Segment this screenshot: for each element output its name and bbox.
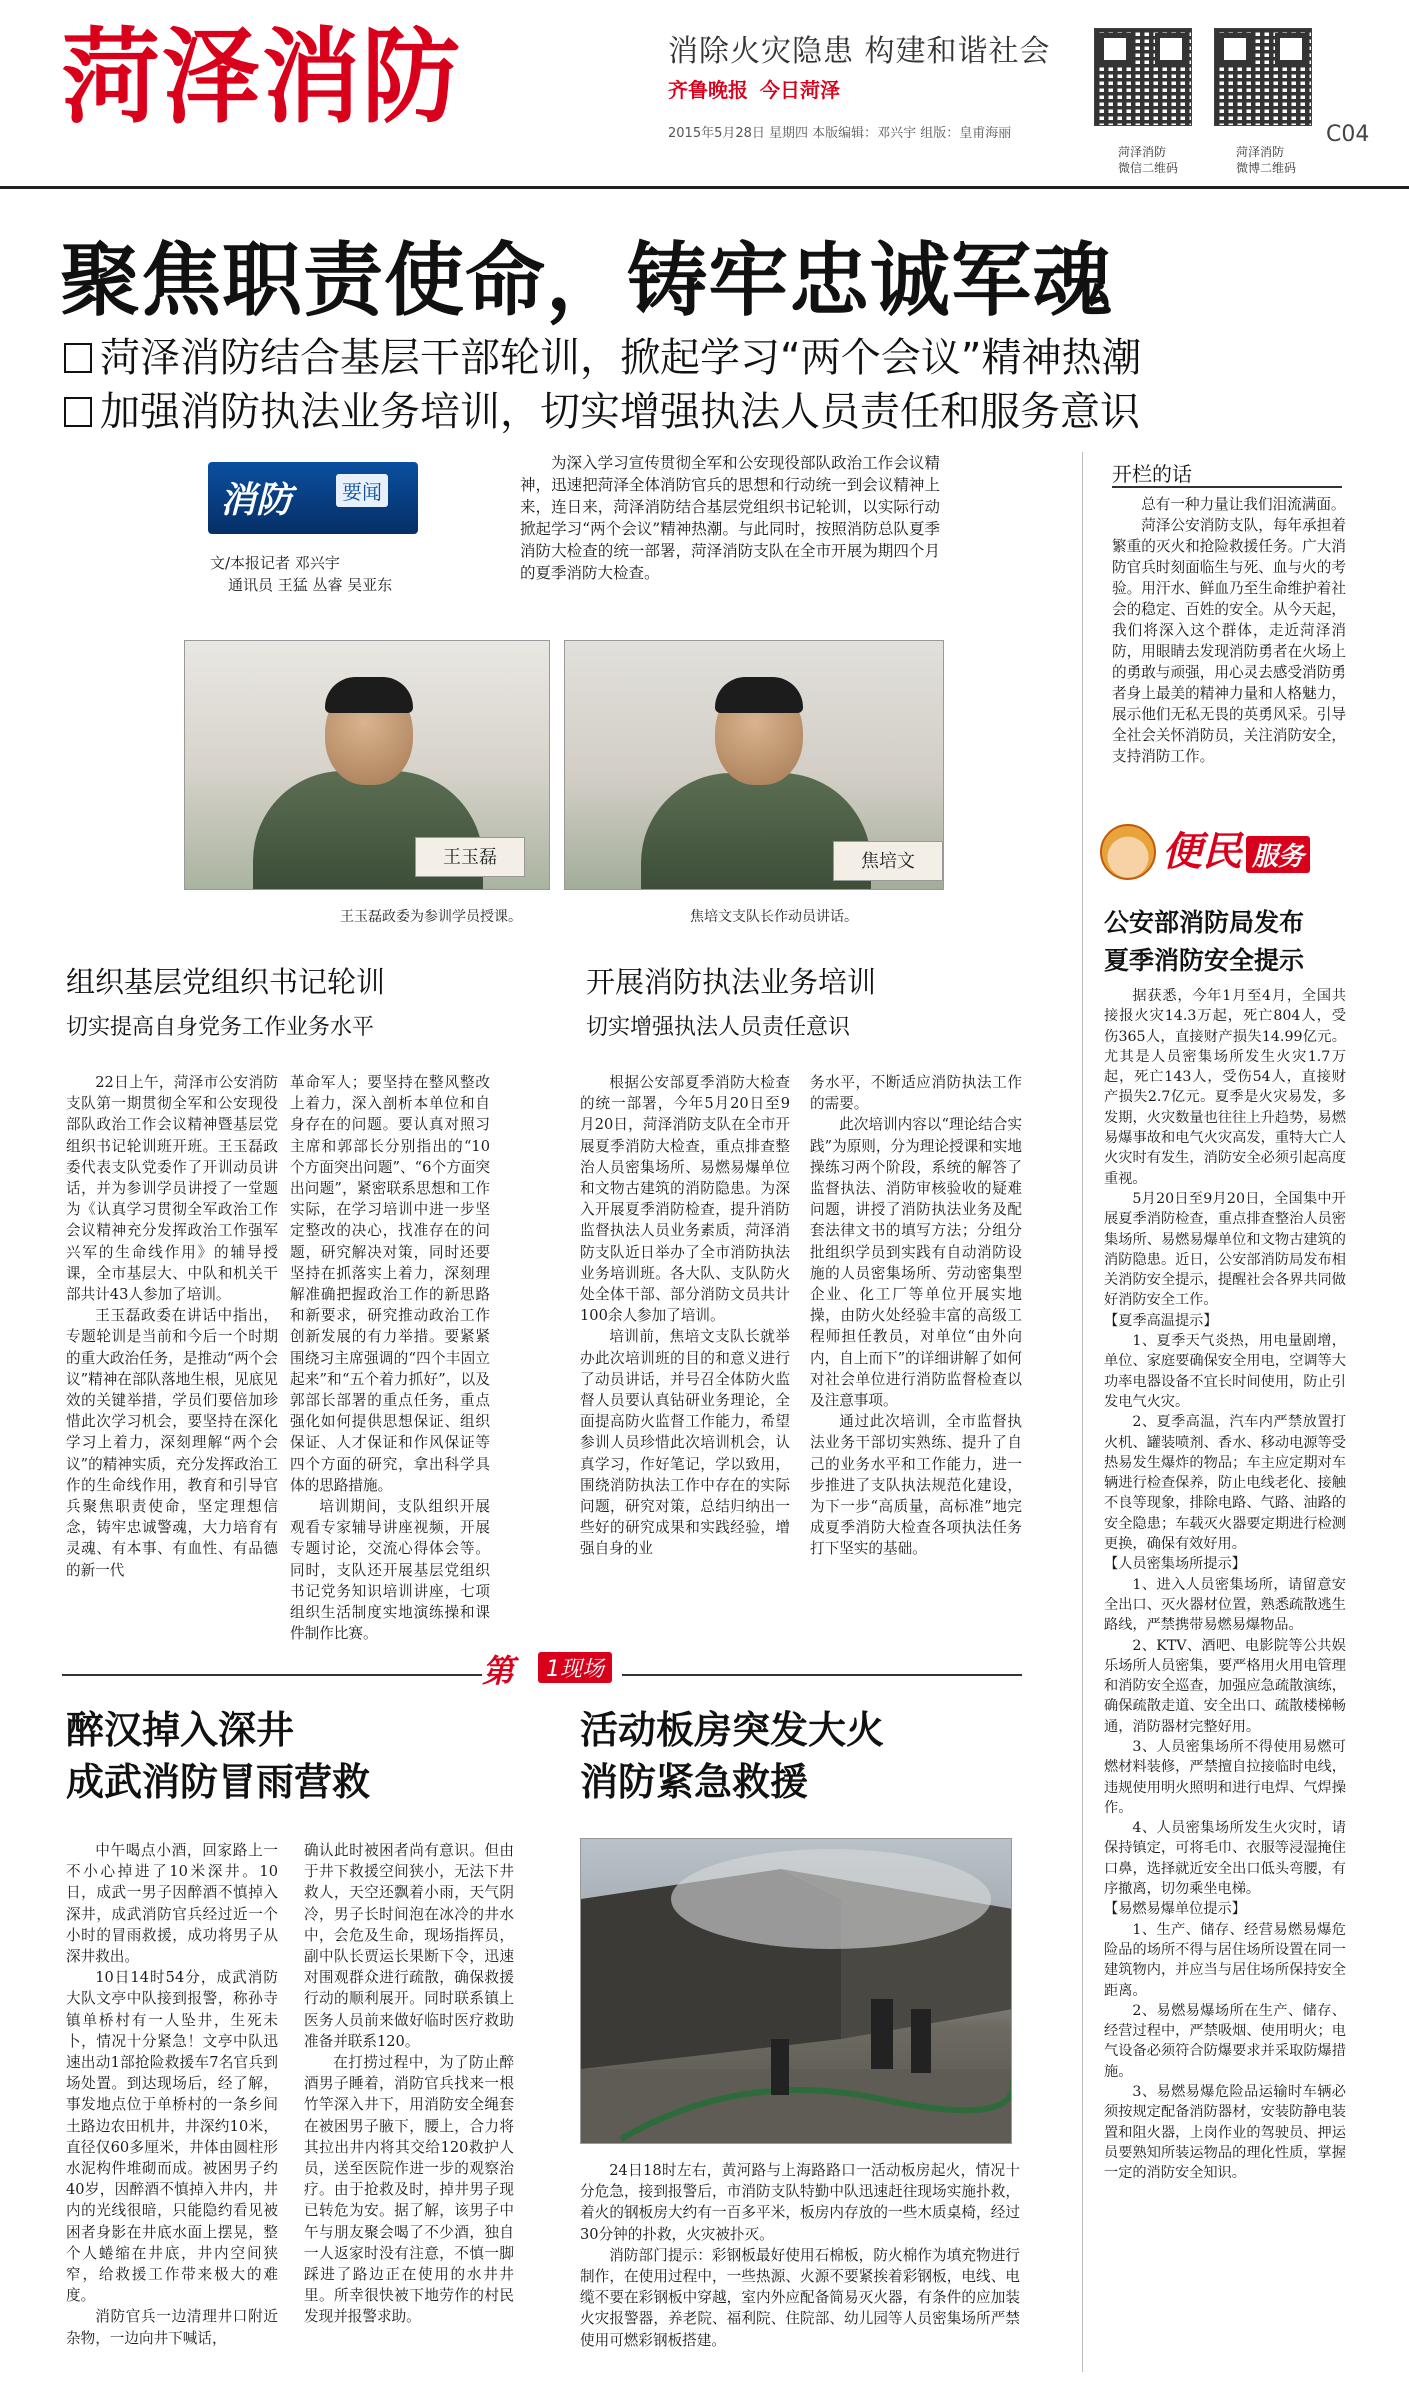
paragraph: 菏泽公安消防支队，每年承担着繁重的灭火和抢险救援任务。广大消防官兵时刻面临生与死、血与火的考验。用汗水、鲜血乃至生命维护着社会的稳定、百姓的安全。从今天起，我们将深入这个群体，走近菏泽消防，用眼睛去发现消防勇者在火场上的勇敢与顽强，用心灵去感受消防勇者身上最美的精神力量和人格魅力，展示他们无私无畏的英勇风采。引导全社会关怀消防员，关注消防安全，支持消防工作。 <box>1112 517 1346 765</box>
checkbox-square-icon <box>64 397 92 427</box>
wechat-qr-code-icon <box>1094 28 1192 126</box>
paragraph: 总有一种力量让我们泪流满面。 <box>1141 496 1346 513</box>
weibo-qr-code-icon <box>1214 28 1312 126</box>
story1-title-line2: 成武消防冒雨营救 <box>66 1760 371 1804</box>
paragraph: 根据公安部夏季消防大检查的统一部署，今年5月20日至9月20日，菏泽消防支队在全市开展夏季消防大检查，重点排查整治人员密集场所、易燃易爆单位和文物古建筑的消防隐患。为深入开展夏季消防检查，提升消防监督执法人员业务素质，菏泽消防支队近日举办了全市消防执法业务培训班。各大队、支队防火处全体干部、部分消防文员共计100余人参加了培训。 <box>580 1074 790 1325</box>
smoke <box>671 1849 991 1949</box>
paragraph: 在打捞过程中，为了防止醉酒男子睡着，消防官兵找来一根竹竿深入井下，用消防安全绳套在被困男子腋下，腰上，合力将其拉出井内将其交给120救护人员，送至医院作进一步的观察治疗。由于抢救及时，掉井男子现已转危为安。据了解，该男子中午与朋友聚会喝了不少酒，独自一人返家时没有注意，不慎一脚踩进了路边正在使用的水井井里。所幸很快被下地劳作的村民发现并报警求助。 <box>304 2054 514 2326</box>
section2-title: 开展消防执法业务培训 <box>586 965 877 999</box>
photo2-caption: 焦培文支队长作动员讲话。 <box>690 909 858 925</box>
masthead-divider <box>0 186 1409 189</box>
paragraph: 24日18时左右，黄河路与上海路路口一活动板房起火，情况十分危急，接到报警后，市消防支队特勤中队迅速赶往现场实施扑救，着火的钢板房大约有一百多平米，板房内存放的一些木质桌椅，经过30分钟的扑救，火灾被扑灭。 <box>580 2162 1020 2243</box>
column-opening-text <box>1112 494 1346 767</box>
story2-body <box>580 2160 1020 2351</box>
masthead-logo: 菏泽消防 <box>62 18 463 138</box>
paragraph: 消防官兵一边清理井口附近杂物，一边向井下喊话， <box>66 2308 278 2347</box>
label-tag: 服务 <box>1246 836 1310 873</box>
firefighter <box>771 2039 789 2095</box>
story1-column1 <box>66 1840 278 2349</box>
banner-part2: 1现场 <box>538 1652 612 1683</box>
notice-section-tag: 【人员密集场所提示】 <box>1104 1556 1246 1573</box>
paragraph: 22日上午，菏泽市公安消防支队第一期贯彻全军和公安现役部队政治工作会议精神暨基层党组织书记轮训班开班。王玉磊政委代表支队党委作了开训动员讲话，并为参训学员讲授了一堂题为《认真学习贯彻全军政治工作会议精神充分发挥政治工作强军兴军的生命线作用》的辅导授课，全市基层大、中队和机关干部共计43人参加了培训。 <box>66 1074 278 1304</box>
first-scene-banner <box>482 1646 622 1696</box>
firefighter <box>871 1999 893 2069</box>
notice-section-tag: 【易燃易爆单位提示】 <box>1104 1901 1246 1918</box>
paragraph: 1、夏季天气炎热，用电量剧增，单位、家庭要确保安全用电，空调等大功率电器设备不宜长时间使用，防止引发电气火灾。 <box>1104 1333 1346 1410</box>
section2-subtitle: 切实增强执法人员责任意识 <box>586 1015 851 1040</box>
person-hair <box>715 677 803 713</box>
paragraph: 中午喝点小酒，回家路上一不小心掉进了10米深井。10日，成武一男子因醉酒不慎掉入深井，成武消防官兵经过近一个小时的冒雨救援，成功将男子从深井救出。 <box>66 1842 278 1966</box>
qr2-caption <box>1236 144 1296 176</box>
dateline: 2015年5月28日 星期四 本版编辑：邓兴宇 组版：皇甫海丽 <box>668 126 1012 141</box>
subheadline-2-text: 加强消防执法业务培训，切实增强执法人员责任和服务意识 <box>100 389 1140 435</box>
paragraph: 务水平，不断适应消防执法工作的需要。 <box>810 1074 1022 1113</box>
photo-wang-yulei <box>184 640 550 890</box>
partner-heze-today: 今日菏泽 <box>760 78 840 102</box>
paragraph: 2、夏季高温，汽车内严禁放置打火机、罐装喷剂、香水、移动电源等受热易发生爆炸的物品；车主应定期对车辆进行检查保养，防止电线老化、接触不良等现象，排除电路、气路、油路的安全隐患；车载灭火器要定期进行检测更换，确保有效好用。 <box>1104 1414 1346 1553</box>
partner-qilu-evening-news: 齐鲁晚报 <box>668 78 748 102</box>
qr1-caption-line2: 微信二维码 <box>1118 161 1179 175</box>
safety-notice-title-line1: 公安部消防局发布 <box>1104 908 1305 937</box>
checkbox-square-icon <box>64 343 92 373</box>
partner-logos <box>668 74 840 103</box>
paragraph: 4、人员密集场所发生火灾时，请保持镇定，可将毛巾、衣服等浸湿掩住口鼻，选择就近安全出口低头弯腰，有序撤离，切勿乘坐电梯。 <box>1104 1820 1346 1898</box>
convenience-service-label <box>1100 820 1340 884</box>
paragraph: 培训前，焦培文支队长就举办此次培训班的目的和意义进行了动员讲话，并号召全体防火监督人员要认真钻研业务理论，全面提高防火监督工作能力，希望参训人员珍惜此次培训机会，认真学习，作好笔记，学以致用，围绕消防执法工作中存在的实际问题，研究对策，总结归纳出一些好的研究成果和实践经验，增强自身的业 <box>580 1328 790 1558</box>
sidebar-divider <box>1082 452 1083 2372</box>
section1-column2 <box>290 1072 490 1644</box>
label-main: 便民 <box>1162 829 1242 875</box>
nameplate: 焦培文 <box>833 841 943 881</box>
label-main: 消防 <box>220 480 293 521</box>
paragraph: 据获悉，今年1月至4月，全国共接报火灾14.3万起，死亡804人，受伤365人，直接财产损失14.99亿元。尤其是人员密集场所发生火灾1.7万起，死亡143人，受伤54人，直接财产损失2.7亿元。夏季是火灾易发，多发期，火灾数量也往往上升趋势，易燃易爆事故和电气火灾高发，重特大亡人火灾时有发生，消防安全必须引起高度重视。 <box>1104 988 1346 1187</box>
intro-paragraph: 为深入学习宣传贯彻全军和公安现役部队政治工作会议精神，迅速把菏泽全体消防官兵的思想和行动统一到会议精神上来，连日来，菏泽消防结合基层党组织书记轮训，以实际行动掀起学习“两个会议”精神热潮。与此同时，按照消防总队夏季消防大检查的统一部署，菏泽消防支队在全市开展为期四个月的夏季消防大检查。 <box>520 454 940 582</box>
paragraph: 1、进入人员密集场所，请留意安全出口、灭火器材位置，熟悉疏散逃生路线，严禁携带易燃易爆物品。 <box>1104 1576 1346 1634</box>
subheadline-1-text: 菏泽消防结合基层干部轮训，掀起学习“两个会议”精神热潮 <box>100 335 1142 381</box>
paragraph: 2、KTV、酒吧、电影院等公共娱乐场所人员密集，要严格用火用电管理和消防安全巡查，加强应急疏散演练，确保疏散走道、安全出口、疏散楼梯畅通，消防器材完整好用。 <box>1104 1637 1346 1735</box>
paragraph: 确认此时被困者尚有意识。但由于井下救援空间狭小，无法下井救人，天空还飘着小雨，天气阴冷，男子长时间泡在冰冷的井水中，会危及生命，现场指挥员，副中队长贾运长果断下令，迅速对围观群众进行疏散，确保救援行动的顺利展开。同时联系镇上医务人员前来做好临时医疗救助准备并联系120。 <box>304 1842 514 2050</box>
paragraph: 3、易燃易爆危险品运输时车辆必须按规定配备消防器材，安装防静电装置和阻火器，上岗作业的驾驶员、押运员要熟知所装运物品的理化性质，掌握一定的消防安全知识。 <box>1104 2084 1346 2182</box>
subheadline-2 <box>64 380 1140 437</box>
paragraph: 王玉磊政委在讲话中指出，专题轮训是当前和今后一个时期的重大政治任务，是推动“两个会议”精神在部队落地生根，见底见效的关键举措，学员们要倍加珍惜此次学习机会，要坚持在深化学习上着力，深刻理解“两个会议”的精神实质，充分发挥政治工作的生命线作用，教育和引导官兵聚焦职责使命，坚定理想信念，铸牢忠诚警魂，大力培育有灵魂、有本事、有血性、有品德的新一代 <box>66 1307 278 1579</box>
main-headline: 聚焦职责使命，铸牢忠诚军魂 <box>60 234 1113 327</box>
qr1-caption <box>1118 144 1178 176</box>
story2-title-line2: 消防紧急救援 <box>580 1760 809 1804</box>
paragraph: 革命军人；要坚持在整风整改上着力，深入剖析本单位和自身存在的问题。要认真对照习主席和郭部长分别指出的“10个方面突出问题”、“6个方面突出问题”，紧密联系思想和工作实际，在学习培训中进一步坚定整改的决心，找准存在的问题，研究解决对策，同时还要坚持在抓落实上着力，深刻理解准确把握政治工作的新思路和新要求，研究推动政治工作创新发展的有力举措。要紧紧围绕习主席强调的“四个丰固立起来”和“五个着力抓好”，以及郭部长部署的重点任务，重点强化如何提供思想保证、组织保证、人才保证和作风保证等四个方面的研究，拿出科学具体的思路措施。 <box>290 1074 490 1494</box>
safety-notice-title-line2: 夏季消防安全提示 <box>1104 946 1305 975</box>
byline <box>210 552 392 596</box>
page-number: C04 <box>1326 122 1370 147</box>
paragraph: 2、易燃易爆场所在生产、储存、经营过程中，严禁吸烟、使用明火；电气设备必须符合防爆要求并采取防爆措施。 <box>1104 2002 1346 2080</box>
paragraph: 5月20日至9月20日，全国集中开展夏季消防检查，重点排查整治人员密集场所、易燃易爆单位和文物古建筑的消防隐患。近日，公安部消防局发布相关消防安全提示，提醒社会各界共同做好消防安全工作。 <box>1104 1190 1346 1309</box>
story1-title <box>66 1704 370 1808</box>
section2-column1 <box>580 1072 790 1560</box>
story1-column2 <box>304 1840 514 2328</box>
section1-column1 <box>66 1072 278 1581</box>
paragraph: 培训期间，支队组织开展观看专家辅导讲座视频，开展专题讨论，交流心得体会等。同时，支队还开展基层党组织书记党务知识培训讲座，七项组织生活制度实地演练操和课件制作比赛。 <box>290 1498 490 1643</box>
paragraph: 1、生产、储存、经营易燃易爆危险品的场所不得与居住场所设置在同一建筑物内，并应当与居住场所保持安全距离。 <box>1104 1921 1346 1999</box>
photo-jiao-peiwen <box>564 640 944 890</box>
safety-notice-title <box>1104 904 1304 980</box>
qr2-caption-line2: 微博二维码 <box>1236 161 1297 175</box>
fire-scene-illustration <box>581 1839 1012 2144</box>
person-hair <box>325 677 413 713</box>
byline-correspondents: 通讯员 王猛 丛睿 吴亚东 <box>228 576 393 594</box>
story2-title-line1: 活动板房突发大火 <box>580 1708 885 1752</box>
fire-news-label <box>208 462 418 534</box>
byline-reporter: 文/本报记者 邓兴宇 <box>210 554 340 572</box>
notice-section-tag: 【夏季高温提示】 <box>1104 1312 1218 1329</box>
banner-part1: 第 <box>482 1652 515 1690</box>
section1-title: 组织基层党组织书记轮训 <box>66 965 386 999</box>
nameplate: 王玉磊 <box>415 837 525 877</box>
photo1-caption: 王玉磊政委为参训学员授课。 <box>340 909 522 925</box>
paragraph: 10日14时54分，成武消防大队文亭中队接到报警，称孙寺镇单桥村有一人坠井，生死未卜，情况十分紧急！文亭中队迅速出动1部抢险救援车7名官兵到场处置。到达现场后，经了解，事发地点位于单桥村的一条乡间土路边农田机井，井深约10米，直径仅60多厘米，井体由圆柱形水泥构件堆砌而成。被困男子约40岁，因醉酒不慎掉入井内，井内的光线很暗，只能隐约看见被困者身影在井底水面上摆晃，整个人蜷缩在井底，井内空间狭窄，给救援工作带来极大的难度。 <box>66 1969 278 2305</box>
story2-title <box>580 1704 884 1808</box>
mascot-icon <box>1100 824 1156 880</box>
section1-subtitle: 切实提高自身党务工作业务水平 <box>66 1015 375 1040</box>
masthead-slogan: 消除火灾隐患 构建和谐社会 <box>668 34 1051 69</box>
label-tag: 要闻 <box>336 474 388 507</box>
fire-scene-photo <box>580 1838 1012 2144</box>
paragraph: 通过此次培训，全市监督执法业务干部切实熟练、提升了自己的业务水平和工作能力，进一步推进了支队执法规范化建设，为下一步“高质量，高标准”地完成夏季消防大检查各项执法任务打下坚实的基础。 <box>810 1413 1022 1558</box>
firefighter <box>911 2009 931 2073</box>
column-opening-title: 开栏的话 <box>1112 462 1192 486</box>
paragraph: 此次培训内容以“理论结合实践”为原则，分为理论授课和实地操练习两个阶段，系统的解答了监督执法、消防审核验收的疑难问题，讲授了消防执法业务及配套法律文书的填写方法；分组分批组织学员到实践有自动消防设施的人员密集场所、劳动密集型企业、化工厂等单位开展实地操，由防火处经验丰富的高级工程师担任教员，对单位“由外向内，自上而下”的详细讲解了如何对社会单位进行消防监督检查以及注意事项。 <box>810 1116 1022 1410</box>
paragraph: 消防部门提示：彩钢板最好使用石棉板，防火棉作为填充物进行制作，在使用过程中，一些热源、火源不要紧挨着彩钢板，电线、电缆不要在彩钢板中穿越，室内外应配备简易灭火器，有条件的应加装火灾报警器，养老院、福利院、住院部、幼儿园等人员密集场所严禁使用可燃彩钢板搭建。 <box>580 2246 1020 2349</box>
qr2-caption-line1: 菏泽消防 <box>1236 145 1285 159</box>
section2-column2 <box>810 1072 1022 1560</box>
column-title-rule <box>1112 486 1342 488</box>
story1-title-line1: 醉汉掉入深井 <box>66 1708 295 1752</box>
subheadline-1 <box>64 326 1141 383</box>
paragraph: 3、人员密集场所不得使用易燃可燃材料装修，严禁擅自拉接临时电线，违规使用明火照明和进行电焊、气焊操作。 <box>1104 1738 1346 1816</box>
safety-notice-body <box>1104 986 1346 2184</box>
qr1-caption-line1: 菏泽消防 <box>1118 145 1167 159</box>
